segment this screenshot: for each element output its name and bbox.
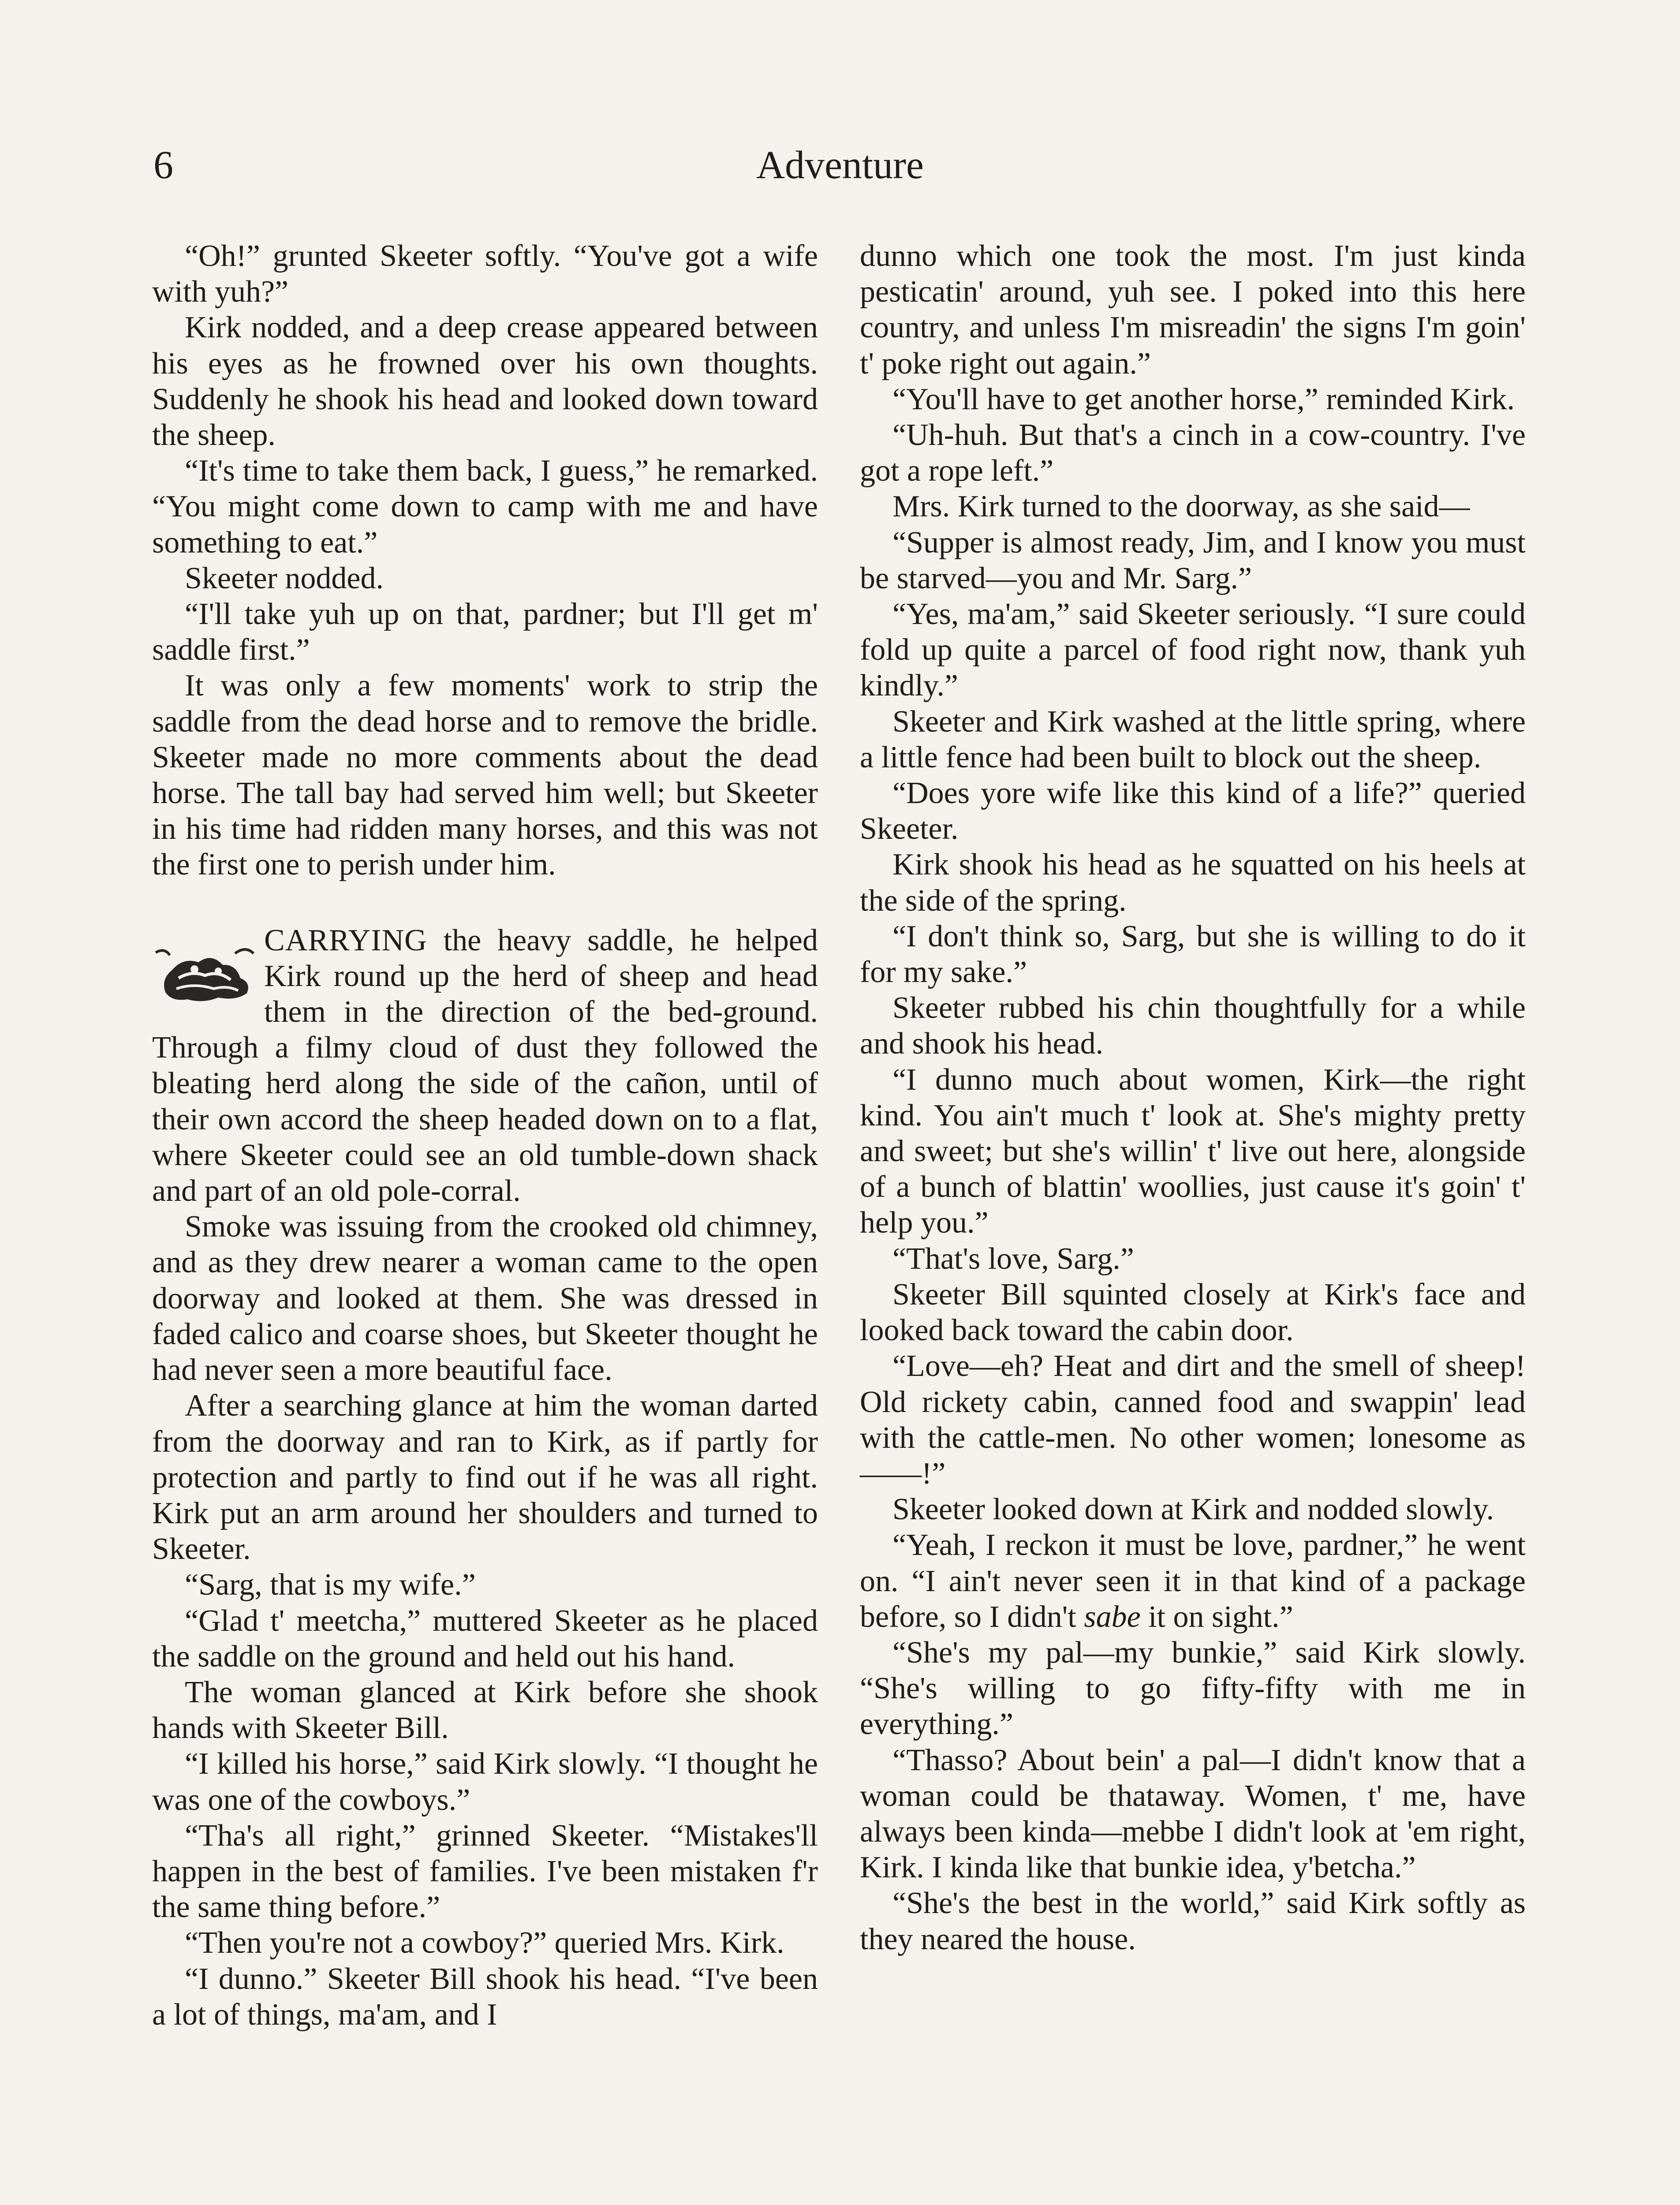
paragraph: “I dunno.” Skeeter Bill shook his head. “I've been a lot of things, ma'am, and I (152, 1962, 818, 2032)
left-column (152, 238, 818, 2033)
paragraph: “That's love, Sarg.” (892, 1241, 1134, 1276)
text-run: “Yeah, I reckon it must be love, pardner,” he went on. “I ain't never seen it in that kind of a package before, so I didn't (860, 1528, 1526, 1634)
paragraph: Mrs. Kirk turned to the doorway, as she said— (892, 490, 1470, 524)
paragraph: After a searching glance at him the woman darted from the doorway and ran to Kirk, as if partly for protection and partly to find out if he was all right. Kirk put an arm around her shoulders and turned to Skeeter. (152, 1389, 818, 1566)
running-title: Adventure (756, 143, 924, 187)
paragraph: “I don't think so, Sarg, but she is willing to do it for my sake.” (860, 919, 1526, 990)
italic-word: sabe (1084, 1600, 1141, 1634)
section-opening-text: the heavy saddle, he helped Kirk round up the herd of sheep and head them in the direction of the bed-ground. Through a filmy cloud of dust they followed the bleating herd along the side of the cañon, until of their own accord the sheep headed down on to a flat, where Skeeter could see an old tumble-down shack and part of an old pole-corral. (152, 923, 818, 1208)
paragraph: Skeeter and Kirk washed at the little spring, where a little fence had been built to block out the sheep. (860, 704, 1526, 774)
paragraph: “I killed his horse,” said Kirk slowly. “I thought he was one of the cowboys.” (152, 1747, 818, 1817)
paragraph: “Glad t' meetcha,” muttered Skeeter as he placed the saddle on the ground and held out his hand. (152, 1603, 818, 1674)
paragraph: “Uh-huh. But that's a cinch in a cow-country. I've got a rope left.” (860, 418, 1526, 488)
paragraph: Skeeter Bill squinted closely at Kirk's face and looked back toward the cabin door. (860, 1277, 1526, 1348)
paragraph-with-italic (860, 1527, 1526, 1635)
text-run: it on sight.” (1140, 1600, 1293, 1634)
paragraph: “Tha's all right,” grinned Skeeter. “Mistakes'll happen in the best of families. I've been mistaken f'r the same thing before.” (152, 1818, 818, 1925)
paragraph: It was only a few moments' work to strip the saddle from the dead horse and to remove the bridle. Skeeter made no more comments about the dead horse. The tall bay had served him well; but Skeeter in his time had ridden many horses, and this was not the first one to perish under him. (152, 669, 818, 882)
paragraph: “Supper is almost ready, Jim, and I know you must be starved—you and Mr. Sarg.” (860, 525, 1526, 595)
paragraph: Smoke was issuing from the crooked old chimney, and as they drew nearer a woman came to the open doorway and looked at them. She was dressed in faded calico and coarse shoes, but Skeeter thought he had never seen a more beautiful face. (152, 1210, 818, 1387)
paragraph: Skeeter rubbed his chin thoughtfully for a while and shook his head. (860, 991, 1526, 1061)
paragraph: Skeeter nodded. (185, 561, 384, 595)
paragraph: “I'll take yuh up on that, pardner; but I'll get m' saddle first.” (152, 597, 818, 667)
paragraph: “It's time to take them back, I guess,” he remarked. “You might come down to camp with me and have something to eat.” (152, 454, 818, 560)
paragraph: “Thasso? About bein' a pal—I didn't know that a woman could be thataway. Women, t' me, have always been kinda—mebbe I didn't look at 'em right, Kirk. I kinda like that bunkie idea, y'betcha.” (860, 1743, 1526, 1885)
page-number: 6 (153, 143, 173, 187)
paragraph: “You'll have to get another horse,” reminded Kirk. (892, 382, 1515, 416)
paragraph: “She's the best in the world,” said Kirk softly as they neared the house. (860, 1886, 1526, 1956)
section-break (152, 883, 818, 923)
paragraph: Kirk nodded, and a deep crease appeared between his eyes as he frowned over his own thoughts. Suddenly he shook his head and looked down toward the sheep. (152, 310, 818, 452)
paragraph: Kirk shook his head as he squatted on his heels at the side of the spring. (860, 848, 1526, 918)
paragraph: “Does yore wife like this kind of a life?” queried Skeeter. (860, 776, 1526, 846)
paragraph: Skeeter looked down at Kirk and nodded slowly. (892, 1492, 1494, 1527)
section-opening-paragraph (152, 923, 818, 1209)
right-column (860, 238, 1526, 1957)
ornament-illustration (152, 926, 258, 1010)
paragraph: “Yes, ma'am,” said Skeeter seriously. “I sure could fold up quite a parcel of food right now, thank yuh kindly.” (860, 597, 1526, 703)
paragraph: “Then you're not a cowboy?” queried Mrs. Kirk. (185, 1926, 784, 1960)
paragraph: “Oh!” grunted Skeeter softly. “You've got a wife with yuh?” (152, 239, 818, 309)
paragraph: “I dunno much about women, Kirk—the right kind. You ain't much t' look at. She's mighty pretty and sweet; but she's willin' t' live out here, alongside of a bunch of blattin' woollies, just cause it's goin' t' help you.” (860, 1062, 1526, 1240)
continuation-paragraph: dunno which one took the most. I'm just kinda pesticatin' around, yuh see. I poked into this here country, and unless I'm misreadin' the signs I'm goin' t' poke right out again.” (860, 239, 1526, 381)
section-first-word: CARRYING (264, 923, 427, 957)
paragraph: “She's my pal—my bunkie,” said Kirk slowly. “She's willing to go fifty-fifty with me in everything.” (860, 1635, 1526, 1742)
paragraph: “Love—eh? Heat and dirt and the smell of sheep! Old rickety cabin, canned food and swappin' lead with the cattle-men. No other women; lonesome as ——!” (860, 1349, 1526, 1491)
paragraph: “Sarg, that is my wife.” (185, 1568, 476, 1602)
paragraph: The woman glanced at Kirk before she shook hands with Skeeter Bill. (152, 1675, 818, 1745)
